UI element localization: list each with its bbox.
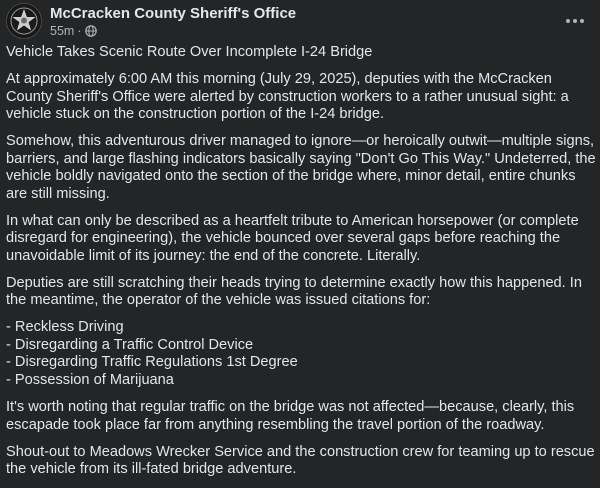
post-paragraph: Deputies are still scratching their heads trying to determine exactly how this happened. In the meantime, the operator of the vehicle was issued citations for: xyxy=(6,274,582,309)
post-paragraph: Somehow, this adventurous driver managed to ignore—or heroically outwit—multiple signs, barriers, and large flashing indicators basically saying "Don't Go This Way." Undeterred, the vehicle boldly navigated onto the section of the bridge where, minor detail, entire chunks are still missing. xyxy=(6,133,596,202)
post-timestamp[interactable]: 55m xyxy=(50,24,75,38)
citation-item: - Possession of Marijuana xyxy=(6,371,174,388)
post-title: Vehicle Takes Scenic Route Over Incomplete I-24 Bridge xyxy=(6,44,373,60)
citations-list xyxy=(6,319,596,389)
post-paragraph: Shout-out to Meadows Wrecker Service and the construction crew for teaming up to rescue the vehicle from its ill-fated bridge adventure. xyxy=(6,443,595,478)
post-body xyxy=(6,44,596,488)
citation-item: - Disregarding Traffic Regulations 1st Degree xyxy=(6,354,298,371)
post-header xyxy=(0,0,600,44)
citation-item: - Reckless Driving xyxy=(6,319,124,336)
post-paragraph: It's worth noting that regular traffic on the bridge was not affected—because, clearly, this escapade took place far from anything resembling the travel portion of the roadway. xyxy=(6,399,575,433)
post-meta xyxy=(50,24,97,38)
more-dot xyxy=(573,19,577,23)
page-name[interactable]: McCracken County Sheriff's Office xyxy=(50,5,297,22)
sheriff-star-icon xyxy=(7,4,41,38)
post-paragraph: At approximately 6:00 AM this morning (July 29, 2025), deputies with the McCracken County Sheriff's Office were alerted by construction workers to a rather unusual sight: a vehicle stuck on the construction portion of the I-24 bridge. xyxy=(6,71,569,123)
more-options-button[interactable] xyxy=(560,10,590,32)
post-paragraph: In what can only be described as a heartfelt tribute to American horsepower (or complete disregard for engineering), the vehicle bounced over several gaps before reaching the unavoidable limit of its journey: the end of the concrete. Literally. xyxy=(6,212,579,264)
globe-icon[interactable] xyxy=(85,25,97,37)
meta-separator: · xyxy=(77,24,82,38)
page-avatar[interactable] xyxy=(6,3,42,39)
more-dot xyxy=(580,19,584,23)
more-options-icon xyxy=(566,19,570,23)
citation-item: - Disregarding a Traffic Control Device xyxy=(6,336,254,353)
